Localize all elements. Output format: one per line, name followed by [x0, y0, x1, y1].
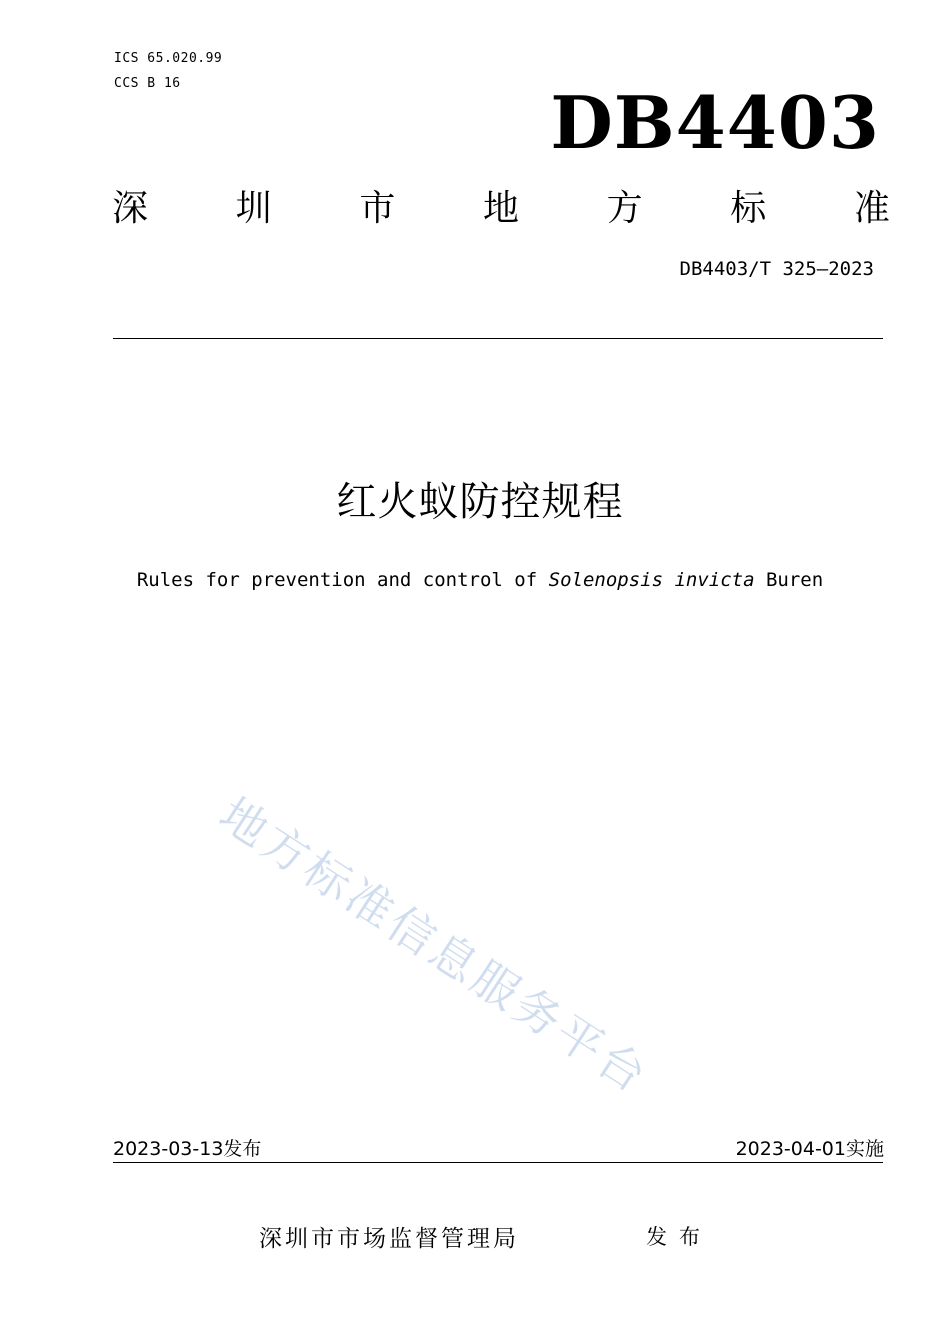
title-english-suffix: Buren: [754, 569, 824, 591]
implementation-date: [736, 1136, 884, 1162]
title-english-prefix: Rules for prevention and control of: [136, 569, 549, 591]
ccs-code: CCS B 16: [114, 76, 181, 91]
implementation-date-label: 实施: [845, 1138, 884, 1160]
header-divider: [113, 338, 883, 339]
standard-type-char: 深: [112, 188, 149, 229]
standard-type-char: 圳: [235, 188, 272, 229]
document-title-chinese: 红火蚁防控规程: [336, 479, 624, 525]
ics-code: ICS 65.020.99: [114, 51, 223, 66]
issuing-authority: 深圳市市场监督管理局: [259, 1226, 519, 1252]
standard-type-heading: [112, 184, 890, 234]
footer-divider: [113, 1162, 883, 1163]
issue-date: [113, 1136, 261, 1162]
issuing-action: 发布: [646, 1225, 712, 1249]
standard-number: DB4403/T 325—2023: [679, 258, 874, 280]
issue-date-value: 2023-03-13: [113, 1138, 224, 1160]
standard-code: DB4403: [550, 80, 880, 165]
standard-type-char: 地: [482, 188, 519, 229]
standard-type-char: 方: [606, 188, 643, 229]
issue-date-label: 发布: [223, 1138, 262, 1160]
standard-type-char: 准: [853, 188, 890, 229]
title-english-species: Solenopsis invicta: [548, 569, 755, 591]
standard-type-char: 市: [359, 188, 396, 229]
implementation-date-value: 2023-04-01: [735, 1138, 846, 1160]
standard-type-char: 标: [730, 188, 767, 229]
watermark: 地方标准信息服务平台: [210, 786, 659, 1105]
document-title-english: [0, 566, 950, 594]
